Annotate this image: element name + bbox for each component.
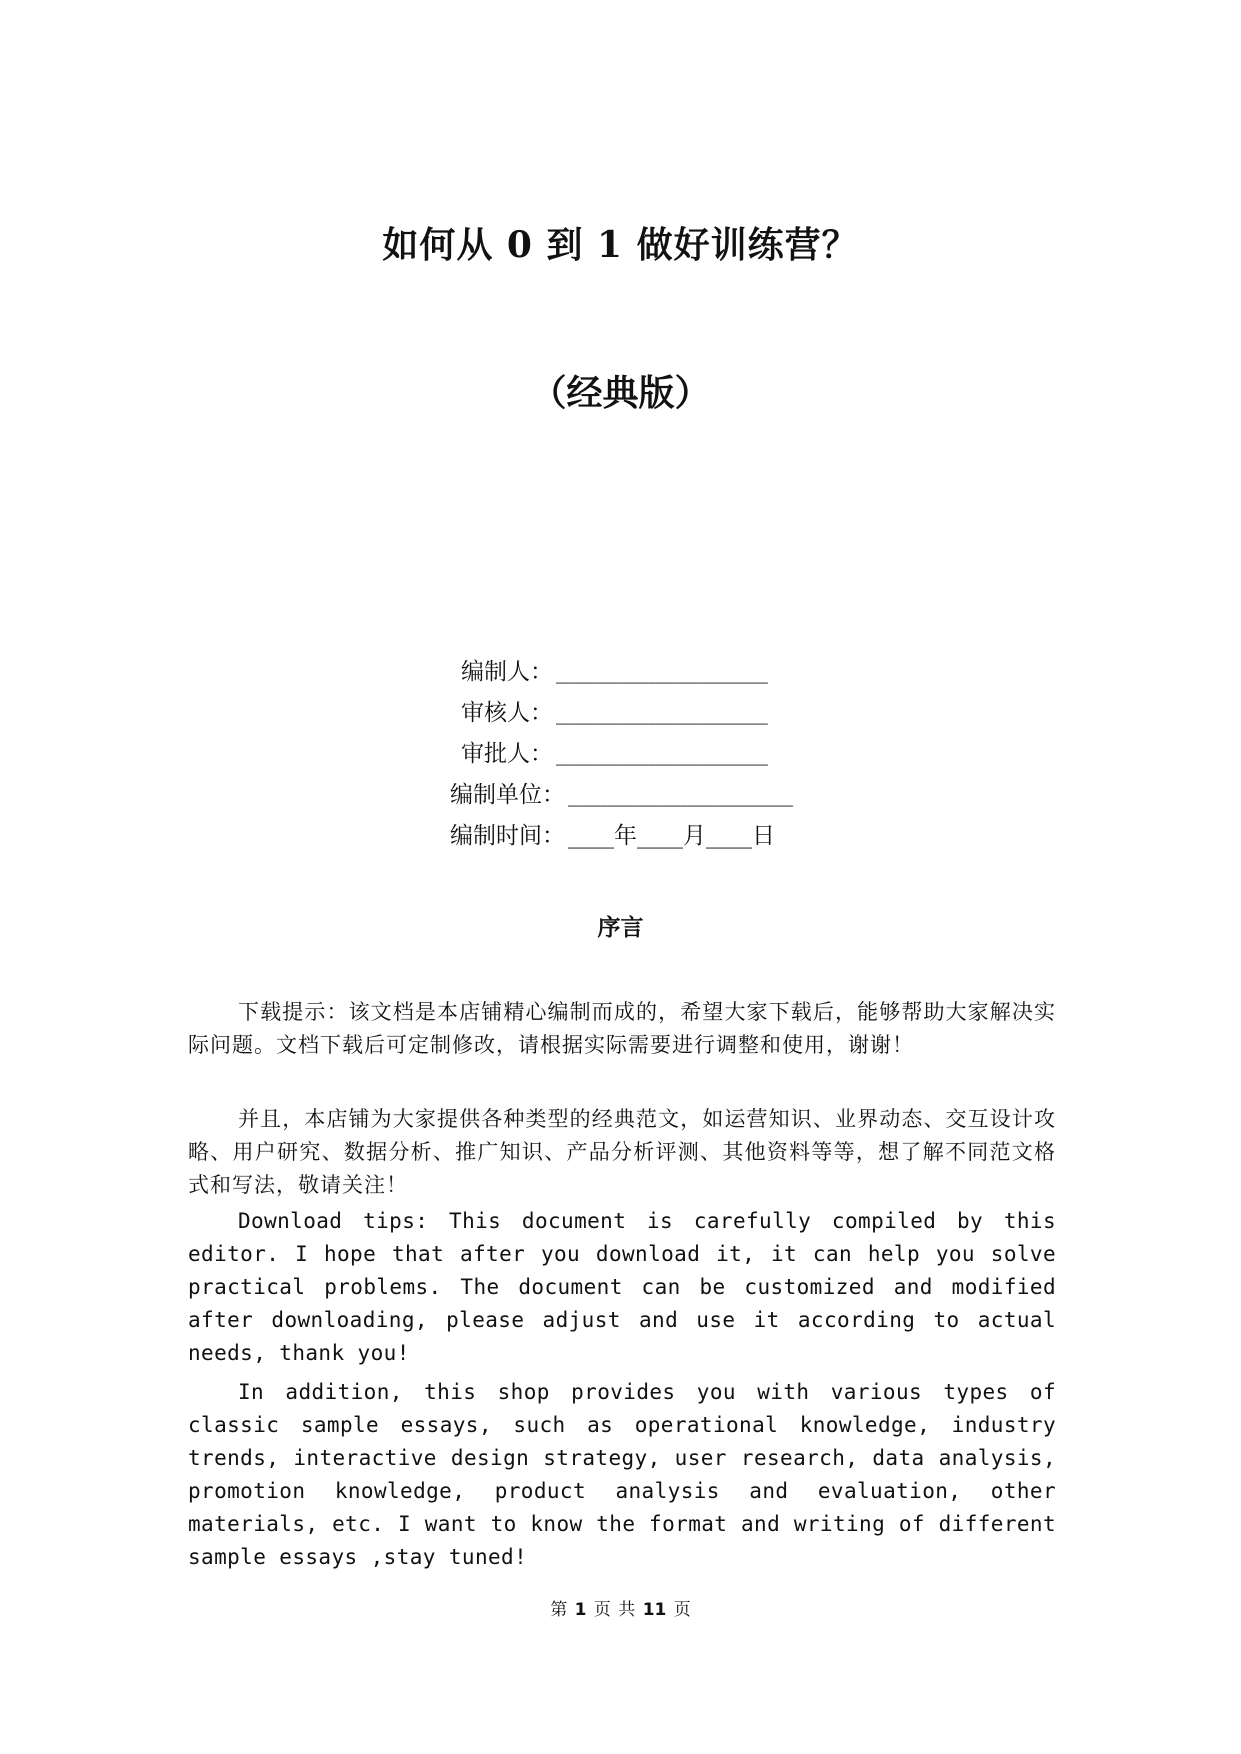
unit-label: 编制单位：: [450, 782, 565, 808]
page-footer: [0, 1598, 1241, 1622]
preface-paragraph: In addition, this shop provides you with various types of classic sample essays, such as operational knowledge, industry trends, interactive design strategy, user research, data analysis, promotion knowledge, product analysis and evaluation, other materials, etc. I want to know the format and writing of different sample essays ,stay tuned!: [188, 1380, 1056, 1569]
form-row-unit: [0, 779, 1241, 811]
approver-blank: ________________: [556, 741, 768, 766]
unit-blank: _________________: [568, 782, 794, 807]
document-title: 如何从 0 到 1 做好训练营？: [382, 224, 859, 266]
preface-heading: 序言: [597, 915, 644, 941]
footer-suffix: 页: [673, 1600, 691, 1620]
preface-paragraph: Download tips: This document is carefully compiled by this editor. I hope that after you download it, it can help you solve practical problems. The document can be customized and modified after downloading, please adjust and use it according to actual needs, thank you!: [188, 1209, 1056, 1365]
form-row-approver: [0, 738, 1241, 770]
form-row-compiler: [0, 656, 1241, 688]
current-page-number: 1: [574, 1600, 587, 1620]
preface-paragraph: 下载提示：该文档是本店铺精心编制而成的，希望大家下载后，能够帮助大家解决实际问题。文档下载后可定制修改，请根据实际需要进行调整和使用，谢谢！: [188, 1000, 1056, 1057]
approver-label: 审批人：: [461, 741, 553, 767]
footer-prefix: 第: [550, 1600, 568, 1620]
form-row-reviewer: [0, 697, 1241, 729]
compiler-blank: ________________: [556, 659, 768, 684]
compiler-label: 编制人：: [461, 659, 553, 685]
document-subtitle: （经典版）: [530, 372, 711, 414]
footer-middle: 页 共: [593, 1600, 636, 1620]
time-blank: ____年____月____日: [568, 823, 775, 849]
preface-paragraph: 并且，本店铺为大家提供各种类型的经典范文，如运营知识、业界动态、交互设计攻略、用户研究、数据分析、推广知识、产品分析评测、其他资料等等，想了解不同范文格式和写法，敬请关注！: [188, 1107, 1056, 1197]
reviewer-blank: ________________: [556, 700, 768, 725]
time-label: 编制时间：: [450, 823, 565, 849]
reviewer-label: 审核人：: [461, 700, 553, 726]
total-page-count: 11: [642, 1600, 667, 1620]
form-row-time: [0, 820, 1241, 852]
